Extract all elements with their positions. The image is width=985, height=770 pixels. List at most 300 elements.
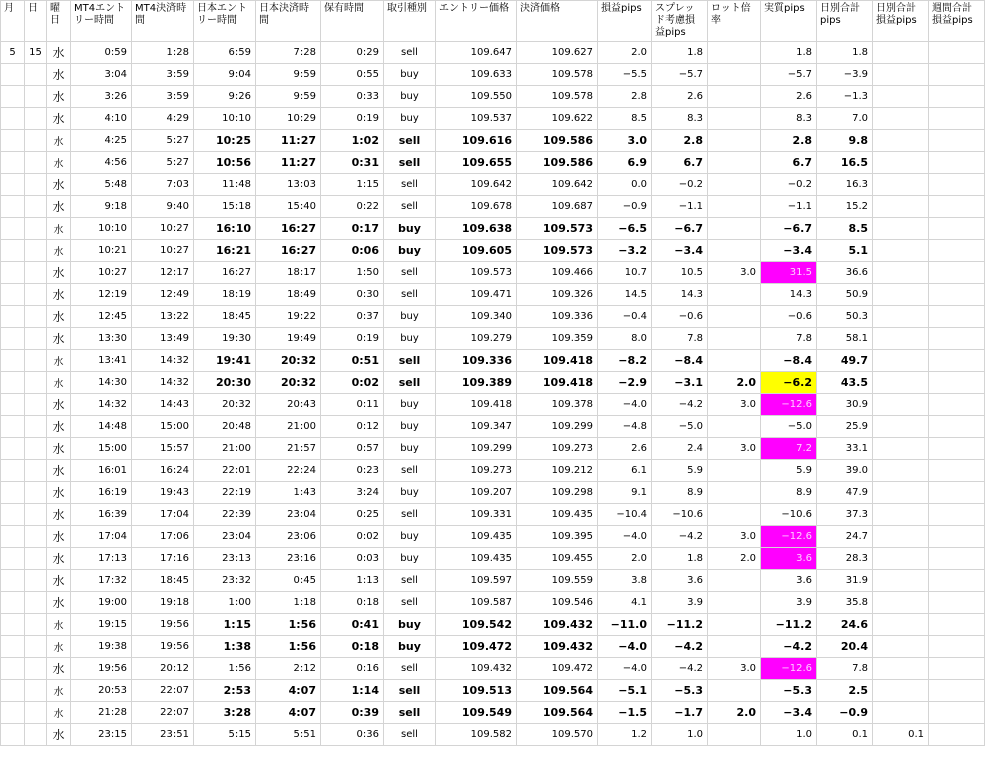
- cell-real-pips: 2.6: [761, 86, 817, 108]
- cell-day: [25, 702, 47, 724]
- cell-daily-pl: [873, 196, 929, 218]
- cell-jp-entry: 10:25: [194, 130, 256, 152]
- cell-real-pips: −12.6: [761, 394, 817, 416]
- cell-spread-pips: 14.3: [652, 284, 708, 306]
- cell-jp-entry: 6:59: [194, 42, 256, 64]
- cell-weekday: 水: [47, 460, 71, 482]
- cell-month: [1, 262, 25, 284]
- cell-entry-price: 109.647: [436, 42, 517, 64]
- table-row: [1, 306, 985, 328]
- cell-daily: 30.9: [817, 394, 873, 416]
- cell-daily: 35.8: [817, 592, 873, 614]
- column-header: ロット倍率: [708, 1, 761, 42]
- cell-mt4-exit: 22:07: [132, 702, 194, 724]
- cell-month: [1, 636, 25, 658]
- table-row: [1, 680, 985, 702]
- cell-weekday: 水: [47, 438, 71, 460]
- table-row: [1, 240, 985, 262]
- cell-type: sell: [384, 702, 436, 724]
- cell-type: sell: [384, 152, 436, 174]
- cell-lot: [708, 196, 761, 218]
- cell-lot: [708, 614, 761, 636]
- cell-exit-price: 109.336: [517, 306, 598, 328]
- cell-weekday: 水: [47, 328, 71, 350]
- cell-pips: −2.9: [598, 372, 652, 394]
- column-header: 曜日: [47, 1, 71, 42]
- cell-mt4-exit: 23:51: [132, 724, 194, 746]
- cell-jp-exit: 18:17: [256, 262, 321, 284]
- column-header: スプレッド考慮損益pips: [652, 1, 708, 42]
- cell-lot: 3.0: [708, 526, 761, 548]
- cell-exit-price: 109.573: [517, 240, 598, 262]
- cell-daily-pl: [873, 284, 929, 306]
- cell-real-pips: 8.9: [761, 482, 817, 504]
- cell-weekly: [929, 284, 985, 306]
- cell-weekday: 水: [47, 284, 71, 306]
- cell-jp-entry: 9:26: [194, 86, 256, 108]
- cell-pips: 2.8: [598, 86, 652, 108]
- cell-weekday: 水: [47, 570, 71, 592]
- cell-mt4-exit: 15:00: [132, 416, 194, 438]
- cell-hold: 0:39: [321, 702, 384, 724]
- cell-exit-price: 109.273: [517, 438, 598, 460]
- cell-weekly: [929, 592, 985, 614]
- table-row: [1, 284, 985, 306]
- cell-mt4-entry: 10:10: [71, 218, 132, 240]
- table-row: [1, 108, 985, 130]
- cell-type: buy: [384, 306, 436, 328]
- cell-weekly: [929, 614, 985, 636]
- cell-entry-price: 109.582: [436, 724, 517, 746]
- cell-weekly: [929, 658, 985, 680]
- cell-daily: 37.3: [817, 504, 873, 526]
- cell-real-pips: 14.3: [761, 284, 817, 306]
- cell-day: [25, 86, 47, 108]
- cell-mt4-entry: 15:00: [71, 438, 132, 460]
- cell-day: [25, 284, 47, 306]
- cell-daily: 49.7: [817, 350, 873, 372]
- cell-daily: 47.9: [817, 482, 873, 504]
- cell-type: sell: [384, 284, 436, 306]
- cell-jp-entry: 1:38: [194, 636, 256, 658]
- cell-entry-price: 109.273: [436, 460, 517, 482]
- cell-jp-exit: 1:56: [256, 614, 321, 636]
- cell-pips: 0.0: [598, 174, 652, 196]
- cell-mt4-exit: 20:12: [132, 658, 194, 680]
- cell-hold: 0:51: [321, 350, 384, 372]
- cell-type: buy: [384, 482, 436, 504]
- cell-weekly: [929, 482, 985, 504]
- cell-exit-price: 109.326: [517, 284, 598, 306]
- cell-hold: 0:22: [321, 196, 384, 218]
- cell-weekday: 水: [47, 42, 71, 64]
- cell-spread-pips: −5.3: [652, 680, 708, 702]
- cell-lot: [708, 240, 761, 262]
- cell-lot: [708, 482, 761, 504]
- cell-type: buy: [384, 218, 436, 240]
- cell-type: sell: [384, 658, 436, 680]
- cell-jp-exit: 2:12: [256, 658, 321, 680]
- cell-type: buy: [384, 394, 436, 416]
- cell-pips: −4.8: [598, 416, 652, 438]
- cell-jp-exit: 23:06: [256, 526, 321, 548]
- cell-real-pips: −4.2: [761, 636, 817, 658]
- cell-weekly: [929, 724, 985, 746]
- cell-mt4-entry: 20:53: [71, 680, 132, 702]
- cell-mt4-exit: 5:27: [132, 152, 194, 174]
- cell-lot: [708, 416, 761, 438]
- cell-daily: 1.8: [817, 42, 873, 64]
- cell-jp-exit: 20:43: [256, 394, 321, 416]
- cell-lot: 2.0: [708, 548, 761, 570]
- cell-pips: −5.5: [598, 64, 652, 86]
- cell-mt4-entry: 9:18: [71, 196, 132, 218]
- table-row: [1, 196, 985, 218]
- cell-hold: 0:23: [321, 460, 384, 482]
- cell-mt4-entry: 16:01: [71, 460, 132, 482]
- cell-mt4-exit: 3:59: [132, 86, 194, 108]
- cell-weekly: [929, 416, 985, 438]
- cell-entry-price: 109.340: [436, 306, 517, 328]
- cell-jp-exit: 1:56: [256, 636, 321, 658]
- cell-pips: 8.0: [598, 328, 652, 350]
- cell-month: [1, 328, 25, 350]
- cell-type: buy: [384, 86, 436, 108]
- cell-type: buy: [384, 240, 436, 262]
- cell-type: buy: [384, 438, 436, 460]
- cell-spread-pips: −8.4: [652, 350, 708, 372]
- cell-weekly: [929, 306, 985, 328]
- header-row: [1, 1, 985, 42]
- cell-mt4-exit: 1:28: [132, 42, 194, 64]
- cell-weekly: [929, 548, 985, 570]
- cell-jp-exit: 11:27: [256, 152, 321, 174]
- cell-exit-price: 109.455: [517, 548, 598, 570]
- cell-daily: 28.3: [817, 548, 873, 570]
- cell-day: [25, 636, 47, 658]
- cell-weekly: [929, 460, 985, 482]
- cell-hold: 0:30: [321, 284, 384, 306]
- cell-pips: 1.2: [598, 724, 652, 746]
- cell-spread-pips: −4.2: [652, 526, 708, 548]
- cell-type: sell: [384, 262, 436, 284]
- cell-mt4-entry: 10:27: [71, 262, 132, 284]
- cell-pips: 10.7: [598, 262, 652, 284]
- cell-day: [25, 262, 47, 284]
- cell-mt4-exit: 7:03: [132, 174, 194, 196]
- table-row: [1, 526, 985, 548]
- table-row: [1, 724, 985, 746]
- cell-jp-exit: 20:32: [256, 350, 321, 372]
- cell-real-pips: −5.7: [761, 64, 817, 86]
- cell-exit-price: 109.559: [517, 570, 598, 592]
- cell-daily-pl: [873, 86, 929, 108]
- cell-type: sell: [384, 592, 436, 614]
- cell-entry-price: 109.471: [436, 284, 517, 306]
- cell-hold: 0:17: [321, 218, 384, 240]
- cell-weekday: 水: [47, 658, 71, 680]
- column-header: MT4決済時間: [132, 1, 194, 42]
- cell-weekly: [929, 130, 985, 152]
- column-header: 日別合計pips: [817, 1, 873, 42]
- cell-day: [25, 724, 47, 746]
- cell-lot: [708, 108, 761, 130]
- cell-mt4-entry: 16:19: [71, 482, 132, 504]
- cell-mt4-entry: 12:19: [71, 284, 132, 306]
- cell-lot: [708, 724, 761, 746]
- cell-month: [1, 218, 25, 240]
- cell-spread-pips: 2.6: [652, 86, 708, 108]
- cell-mt4-exit: 19:18: [132, 592, 194, 614]
- cell-mt4-entry: 12:45: [71, 306, 132, 328]
- cell-spread-pips: 1.8: [652, 42, 708, 64]
- cell-month: 5: [1, 42, 25, 64]
- cell-month: [1, 592, 25, 614]
- column-header: 損益pips: [598, 1, 652, 42]
- column-header: MT4エントリー時間: [71, 1, 132, 42]
- cell-real-pips: −0.6: [761, 306, 817, 328]
- table-row: [1, 438, 985, 460]
- cell-hold: 0:02: [321, 526, 384, 548]
- cell-mt4-entry: 17:13: [71, 548, 132, 570]
- cell-daily-pl: [873, 394, 929, 416]
- cell-exit-price: 109.586: [517, 152, 598, 174]
- column-header: 日本決済時間: [256, 1, 321, 42]
- cell-entry-price: 109.678: [436, 196, 517, 218]
- cell-month: [1, 196, 25, 218]
- cell-spread-pips: −4.2: [652, 636, 708, 658]
- cell-type: sell: [384, 460, 436, 482]
- cell-exit-price: 109.687: [517, 196, 598, 218]
- cell-month: [1, 526, 25, 548]
- cell-pips: −0.9: [598, 196, 652, 218]
- cell-month: [1, 306, 25, 328]
- cell-jp-entry: 11:48: [194, 174, 256, 196]
- cell-hold: 1:02: [321, 130, 384, 152]
- cell-pips: 2.6: [598, 438, 652, 460]
- cell-month: [1, 394, 25, 416]
- cell-weekly: [929, 570, 985, 592]
- cell-daily: 7.8: [817, 658, 873, 680]
- cell-jp-entry: 22:19: [194, 482, 256, 504]
- cell-jp-entry: 9:04: [194, 64, 256, 86]
- cell-daily: 50.9: [817, 284, 873, 306]
- cell-real-pips: 3.9: [761, 592, 817, 614]
- cell-weekday: 水: [47, 306, 71, 328]
- cell-day: [25, 328, 47, 350]
- cell-real-pips: −11.2: [761, 614, 817, 636]
- cell-pips: −8.2: [598, 350, 652, 372]
- cell-month: [1, 174, 25, 196]
- cell-weekday: 水: [47, 526, 71, 548]
- cell-daily: 36.6: [817, 262, 873, 284]
- cell-weekday: 水: [47, 592, 71, 614]
- cell-jp-entry: 20:48: [194, 416, 256, 438]
- cell-entry-price: 109.418: [436, 394, 517, 416]
- cell-pips: 2.0: [598, 42, 652, 64]
- table-row: [1, 152, 985, 174]
- cell-mt4-exit: 17:06: [132, 526, 194, 548]
- cell-month: [1, 548, 25, 570]
- cell-entry-price: 109.597: [436, 570, 517, 592]
- cell-type: buy: [384, 548, 436, 570]
- cell-daily-pl: 0.1: [873, 724, 929, 746]
- cell-lot: [708, 350, 761, 372]
- cell-real-pips: −6.2: [761, 372, 817, 394]
- cell-month: [1, 504, 25, 526]
- column-header: 決済価格: [517, 1, 598, 42]
- cell-hold: 1:15: [321, 174, 384, 196]
- cell-pips: 6.9: [598, 152, 652, 174]
- cell-spread-pips: −6.7: [652, 218, 708, 240]
- cell-exit-price: 109.435: [517, 504, 598, 526]
- cell-spread-pips: −3.4: [652, 240, 708, 262]
- cell-spread-pips: 1.8: [652, 548, 708, 570]
- cell-day: [25, 460, 47, 482]
- cell-mt4-exit: 5:27: [132, 130, 194, 152]
- cell-jp-entry: 19:41: [194, 350, 256, 372]
- cell-mt4-exit: 13:22: [132, 306, 194, 328]
- cell-daily-pl: [873, 504, 929, 526]
- cell-exit-price: 109.432: [517, 636, 598, 658]
- cell-jp-exit: 23:16: [256, 548, 321, 570]
- cell-jp-entry: 1:15: [194, 614, 256, 636]
- cell-exit-price: 109.570: [517, 724, 598, 746]
- cell-hold: 0:57: [321, 438, 384, 460]
- table-row: [1, 394, 985, 416]
- cell-exit-price: 109.622: [517, 108, 598, 130]
- cell-pips: −0.4: [598, 306, 652, 328]
- cell-hold: 0:11: [321, 394, 384, 416]
- cell-day: [25, 548, 47, 570]
- cell-weekday: 水: [47, 86, 71, 108]
- table-row: [1, 42, 985, 64]
- cell-mt4-exit: 18:45: [132, 570, 194, 592]
- table-row: [1, 218, 985, 240]
- cell-weekday: 水: [47, 372, 71, 394]
- cell-mt4-exit: 12:17: [132, 262, 194, 284]
- cell-real-pips: 5.9: [761, 460, 817, 482]
- cell-entry-price: 109.537: [436, 108, 517, 130]
- cell-daily-pl: [873, 702, 929, 724]
- cell-spread-pips: −0.6: [652, 306, 708, 328]
- cell-month: [1, 350, 25, 372]
- cell-jp-exit: 21:00: [256, 416, 321, 438]
- cell-jp-exit: 20:32: [256, 372, 321, 394]
- cell-real-pips: 6.7: [761, 152, 817, 174]
- cell-type: buy: [384, 64, 436, 86]
- cell-exit-price: 109.546: [517, 592, 598, 614]
- cell-mt4-entry: 14:48: [71, 416, 132, 438]
- cell-day: [25, 174, 47, 196]
- cell-weekday: 水: [47, 108, 71, 130]
- cell-daily-pl: [873, 306, 929, 328]
- cell-weekly: [929, 174, 985, 196]
- cell-mt4-exit: 19:56: [132, 614, 194, 636]
- cell-weekly: [929, 328, 985, 350]
- cell-exit-price: 109.627: [517, 42, 598, 64]
- cell-jp-exit: 4:07: [256, 702, 321, 724]
- cell-real-pips: 2.8: [761, 130, 817, 152]
- cell-exit-price: 109.418: [517, 372, 598, 394]
- cell-lot: [708, 306, 761, 328]
- cell-lot: 2.0: [708, 372, 761, 394]
- cell-month: [1, 284, 25, 306]
- cell-hold: 0:33: [321, 86, 384, 108]
- cell-jp-entry: 15:18: [194, 196, 256, 218]
- cell-mt4-entry: 14:32: [71, 394, 132, 416]
- cell-month: [1, 680, 25, 702]
- cell-daily: 2.5: [817, 680, 873, 702]
- cell-mt4-entry: 17:04: [71, 526, 132, 548]
- cell-weekday: 水: [47, 174, 71, 196]
- cell-daily: 58.1: [817, 328, 873, 350]
- cell-pips: 2.0: [598, 548, 652, 570]
- cell-weekly: [929, 218, 985, 240]
- cell-weekday: 水: [47, 504, 71, 526]
- column-header: 日別合計損益pips: [873, 1, 929, 42]
- cell-weekly: [929, 636, 985, 658]
- cell-jp-entry: 23:32: [194, 570, 256, 592]
- cell-mt4-exit: 12:49: [132, 284, 194, 306]
- cell-type: buy: [384, 328, 436, 350]
- cell-entry-price: 109.616: [436, 130, 517, 152]
- cell-day: [25, 64, 47, 86]
- cell-jp-exit: 9:59: [256, 64, 321, 86]
- cell-day: [25, 482, 47, 504]
- cell-jp-entry: 10:56: [194, 152, 256, 174]
- cell-jp-exit: 4:07: [256, 680, 321, 702]
- cell-real-pips: 7.2: [761, 438, 817, 460]
- cell-mt4-entry: 21:28: [71, 702, 132, 724]
- cell-daily: 43.5: [817, 372, 873, 394]
- cell-type: sell: [384, 504, 436, 526]
- cell-real-pips: −5.0: [761, 416, 817, 438]
- cell-spread-pips: −11.2: [652, 614, 708, 636]
- cell-exit-price: 109.299: [517, 416, 598, 438]
- cell-jp-exit: 0:45: [256, 570, 321, 592]
- cell-spread-pips: 1.0: [652, 724, 708, 746]
- table-row: [1, 702, 985, 724]
- cell-real-pips: −12.6: [761, 658, 817, 680]
- cell-day: [25, 306, 47, 328]
- table-row: [1, 350, 985, 372]
- cell-weekly: [929, 350, 985, 372]
- cell-weekly: [929, 438, 985, 460]
- cell-day: [25, 130, 47, 152]
- cell-jp-exit: 18:49: [256, 284, 321, 306]
- cell-jp-exit: 16:27: [256, 240, 321, 262]
- cell-jp-entry: 20:30: [194, 372, 256, 394]
- cell-mt4-entry: 3:04: [71, 64, 132, 86]
- cell-entry-price: 109.207: [436, 482, 517, 504]
- column-header: 週間合計損益pips: [929, 1, 985, 42]
- cell-real-pips: 7.8: [761, 328, 817, 350]
- cell-spread-pips: −5.7: [652, 64, 708, 86]
- cell-entry-price: 109.299: [436, 438, 517, 460]
- cell-mt4-entry: 4:56: [71, 152, 132, 174]
- cell-day: [25, 526, 47, 548]
- cell-exit-price: 109.573: [517, 218, 598, 240]
- cell-lot: [708, 130, 761, 152]
- cell-lot: [708, 42, 761, 64]
- cell-spread-pips: −3.1: [652, 372, 708, 394]
- cell-type: buy: [384, 614, 436, 636]
- cell-weekday: 水: [47, 548, 71, 570]
- cell-pips: 3.0: [598, 130, 652, 152]
- cell-weekday: 水: [47, 196, 71, 218]
- cell-hold: 0:29: [321, 42, 384, 64]
